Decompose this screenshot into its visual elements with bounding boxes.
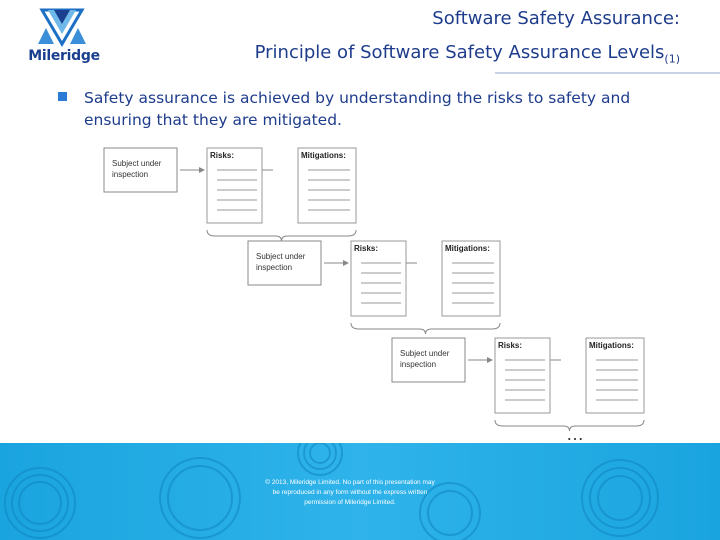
footer-band [0,443,720,540]
mitigations-label: Mitigations: [301,151,346,160]
subject-label: Subject under [400,349,450,358]
logo-text: Mileridge [28,48,100,64]
copyright-notice [240,478,460,508]
title-footnote: (1) [664,52,680,66]
mitigations-label: Mitigations: [589,341,634,350]
subject-label: Subject under [256,252,306,261]
subject-label: inspection [256,263,293,272]
copyright-line: be reproduced in any form without the express written [272,489,428,496]
slide-title-line1: Software Safety Assurance: [432,8,680,29]
mitigations-label: Mitigations: [445,244,490,253]
diagram-ellipsis: … [566,424,584,443]
slide-title-line2-text: Principle of Software Safety Assurance Levels [254,42,665,63]
bullet-text: Safety assurance is achieved by understanding the risks to safety and ensuring that they are mitigated. [84,89,631,129]
copyright-line: permission of Mileridge Limited. [304,499,396,506]
subject-label: Subject under [112,159,162,168]
risks-label: Risks: [498,341,523,350]
subject-label: inspection [112,170,149,179]
subject-label: inspection [400,360,437,369]
risks-label: Risks: [354,244,379,253]
risks-label: Risks: [210,151,235,160]
grouping-brace [207,230,356,241]
copyright-line: © 2013, Mileridge Limited. No part of this presentation may [265,479,435,486]
grouping-brace [351,323,500,334]
